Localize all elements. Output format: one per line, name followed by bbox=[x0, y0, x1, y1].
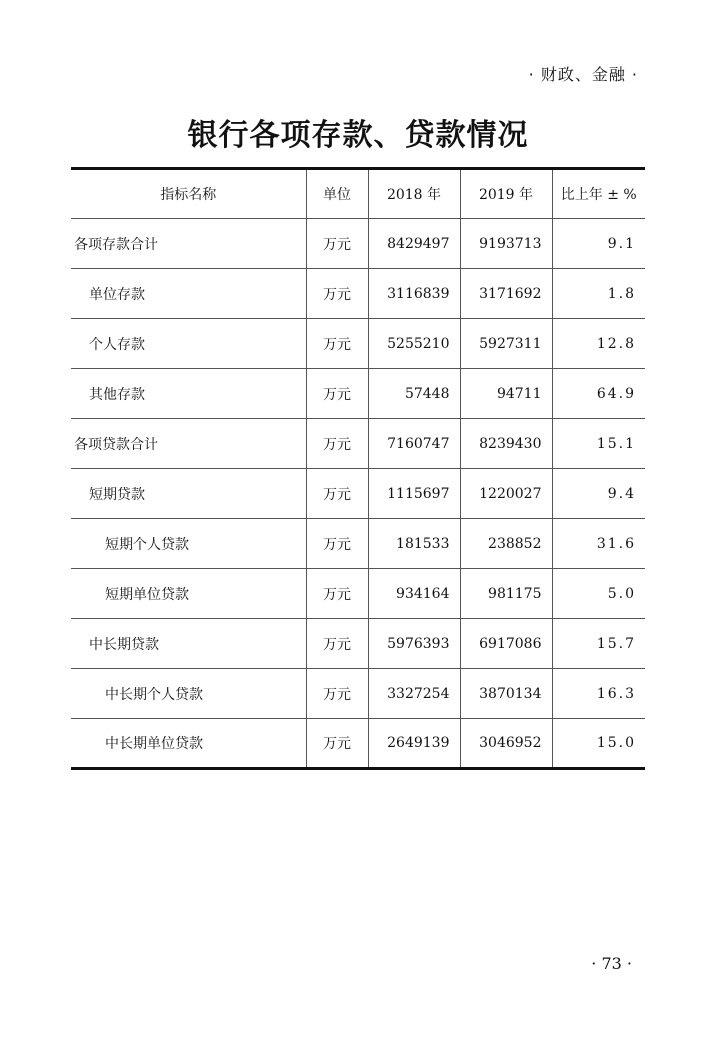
row-value-2019: 238852 bbox=[460, 519, 552, 569]
table-row bbox=[71, 419, 645, 469]
data-table-container bbox=[71, 167, 645, 770]
row-value-2019: 9193713 bbox=[460, 219, 552, 269]
row-value-2019: 3171692 bbox=[460, 269, 552, 319]
row-unit: 万元 bbox=[306, 669, 368, 719]
column-header-change: 比上年 ± % bbox=[552, 169, 645, 219]
row-unit: 万元 bbox=[306, 269, 368, 319]
section-header: · 财政、金融 · bbox=[528, 65, 638, 84]
row-unit: 万元 bbox=[306, 569, 368, 619]
table-row bbox=[71, 219, 645, 269]
row-value-2019: 94711 bbox=[460, 369, 552, 419]
table-row bbox=[71, 269, 645, 319]
table-row bbox=[71, 319, 645, 369]
row-value-2018: 57448 bbox=[368, 369, 460, 419]
row-change: 12.8 bbox=[552, 319, 645, 369]
column-header-unit: 单位 bbox=[306, 169, 368, 219]
row-unit: 万元 bbox=[306, 619, 368, 669]
row-change: 15.7 bbox=[552, 619, 645, 669]
row-unit: 万元 bbox=[306, 719, 368, 769]
row-value-2018: 181533 bbox=[368, 519, 460, 569]
row-value-2019: 6917086 bbox=[460, 619, 552, 669]
row-value-2018: 934164 bbox=[368, 569, 460, 619]
row-value-2018: 7160747 bbox=[368, 419, 460, 469]
row-name: 其他存款 bbox=[71, 369, 306, 419]
row-name: 短期贷款 bbox=[71, 469, 306, 519]
row-name: 个人存款 bbox=[71, 319, 306, 369]
row-value-2019: 8239430 bbox=[460, 419, 552, 469]
row-value-2018: 5255210 bbox=[368, 319, 460, 369]
row-value-2018: 5976393 bbox=[368, 619, 460, 669]
row-change: 15.0 bbox=[552, 719, 645, 769]
row-value-2019: 1220027 bbox=[460, 469, 552, 519]
row-name: 短期个人贷款 bbox=[71, 519, 306, 569]
table-row bbox=[71, 369, 645, 419]
row-value-2018: 3327254 bbox=[368, 669, 460, 719]
row-value-2019: 981175 bbox=[460, 569, 552, 619]
row-change: 5.0 bbox=[552, 569, 645, 619]
row-unit: 万元 bbox=[306, 219, 368, 269]
row-unit: 万元 bbox=[306, 319, 368, 369]
column-header-indicator: 指标名称 bbox=[71, 169, 306, 219]
deposits-loans-table bbox=[71, 167, 645, 770]
row-name: 中长期个人贷款 bbox=[71, 669, 306, 719]
table-row bbox=[71, 719, 645, 769]
page-title: 银行各项存款、贷款情况 bbox=[187, 118, 529, 153]
table-row bbox=[71, 669, 645, 719]
row-name: 单位存款 bbox=[71, 269, 306, 319]
row-unit: 万元 bbox=[306, 519, 368, 569]
row-value-2019: 3870134 bbox=[460, 669, 552, 719]
row-value-2018: 8429497 bbox=[368, 219, 460, 269]
row-name: 各项贷款合计 bbox=[71, 419, 306, 469]
row-change: 9.4 bbox=[552, 469, 645, 519]
table-row bbox=[71, 519, 645, 569]
row-unit: 万元 bbox=[306, 369, 368, 419]
row-name: 中长期单位贷款 bbox=[71, 719, 306, 769]
row-name: 各项存款合计 bbox=[71, 219, 306, 269]
page-number: · 73 · bbox=[591, 954, 632, 973]
row-value-2018: 2649139 bbox=[368, 719, 460, 769]
row-value-2018: 1115697 bbox=[368, 469, 460, 519]
row-unit: 万元 bbox=[306, 469, 368, 519]
row-name: 中长期贷款 bbox=[71, 619, 306, 669]
row-change: 31.6 bbox=[552, 519, 645, 569]
row-value-2019: 5927311 bbox=[460, 319, 552, 369]
row-unit: 万元 bbox=[306, 419, 368, 469]
table-row bbox=[71, 469, 645, 519]
row-name: 短期单位贷款 bbox=[71, 569, 306, 619]
row-value-2019: 3046952 bbox=[460, 719, 552, 769]
row-change: 64.9 bbox=[552, 369, 645, 419]
column-header-2019: 2019 年 bbox=[460, 169, 552, 219]
row-change: 15.1 bbox=[552, 419, 645, 469]
row-value-2018: 3116839 bbox=[368, 269, 460, 319]
table-row bbox=[71, 619, 645, 669]
row-change: 16.3 bbox=[552, 669, 645, 719]
table-header-row bbox=[71, 169, 645, 219]
table-row bbox=[71, 569, 645, 619]
row-change: 9.1 bbox=[552, 219, 645, 269]
row-change: 1.8 bbox=[552, 269, 645, 319]
column-header-2018: 2018 年 bbox=[368, 169, 460, 219]
